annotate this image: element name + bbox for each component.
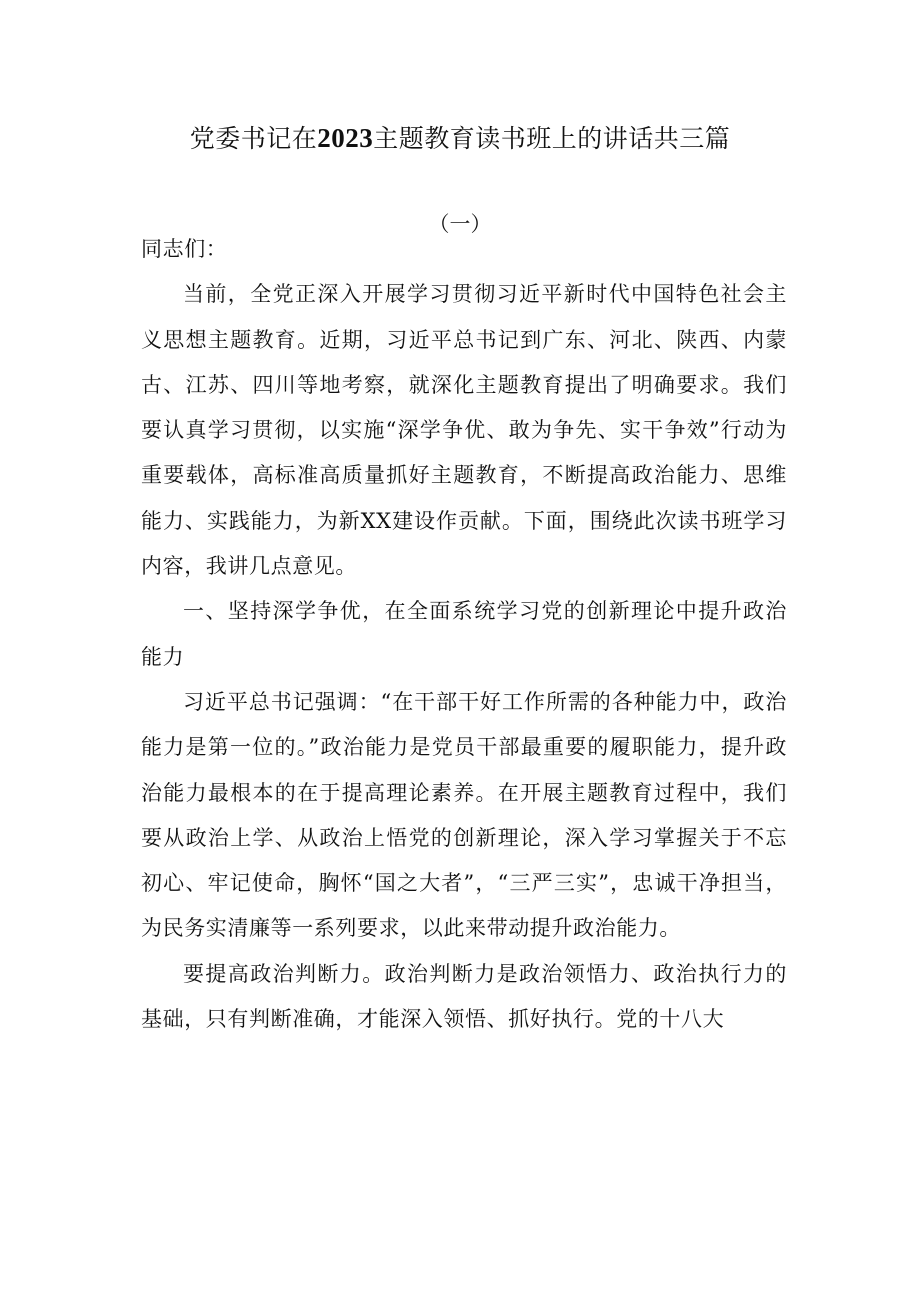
heading-section-one: 一、坚持深学争优，在全面系统学习党的创新理论中提升政治能力 — [141, 599, 787, 669]
salutation: 同志们： — [141, 237, 228, 261]
title-suffix: 主题教育读书班上的讲话共三篇 — [373, 124, 731, 153]
paragraph-political-ability: 习近平总书记强调：“在干部干好工作所需的各种能力中，政治能力是第一位的。”政治能力是党员干部最重要的履职能力，提升政治能力最根本的在于提高理论素养。在开展主题教育过程中，我们要从政治上学、从政治上悟党的创新理论，深入学习掌握关于不忘初心、牢记使命，胸怀“国之大者”，“三严三实”，忠诚干净担当，为民务实清廉等一系列要求，以此来带动提升政治能力。 — [141, 689, 787, 941]
document-body — [141, 227, 787, 1042]
section-number: （一） — [428, 212, 492, 236]
document-title — [0, 120, 920, 157]
paragraph-political-judgment: 要提高政治判断力。政治判断力是政治领悟力、政治执行力的基础，只有判断准确，才能深入领悟、抓好执行。党的十八大 — [141, 961, 787, 1032]
paragraph-intro: 当前，全党正深入开展学习贯彻习近平新时代中国特色社会主义思想主题教育。近期，习近平总书记到广东、河北、陕西、内蒙古、江苏、四川等地考察，就深化主题教育提出了明确要求。我们要认真学习贯彻，以实施“深学争优、敢为争先、实干争效”行动为重要载体，高标准高质量抓好主题教育，不断提高政治能力、思维能力、实践能力，为新XX建设作贡献。下面，围绕此次读书班学习内容，我讲几点意见。 — [141, 282, 787, 579]
title-prefix: 党委书记在 — [189, 124, 318, 153]
title-year: 2023 — [317, 123, 374, 153]
